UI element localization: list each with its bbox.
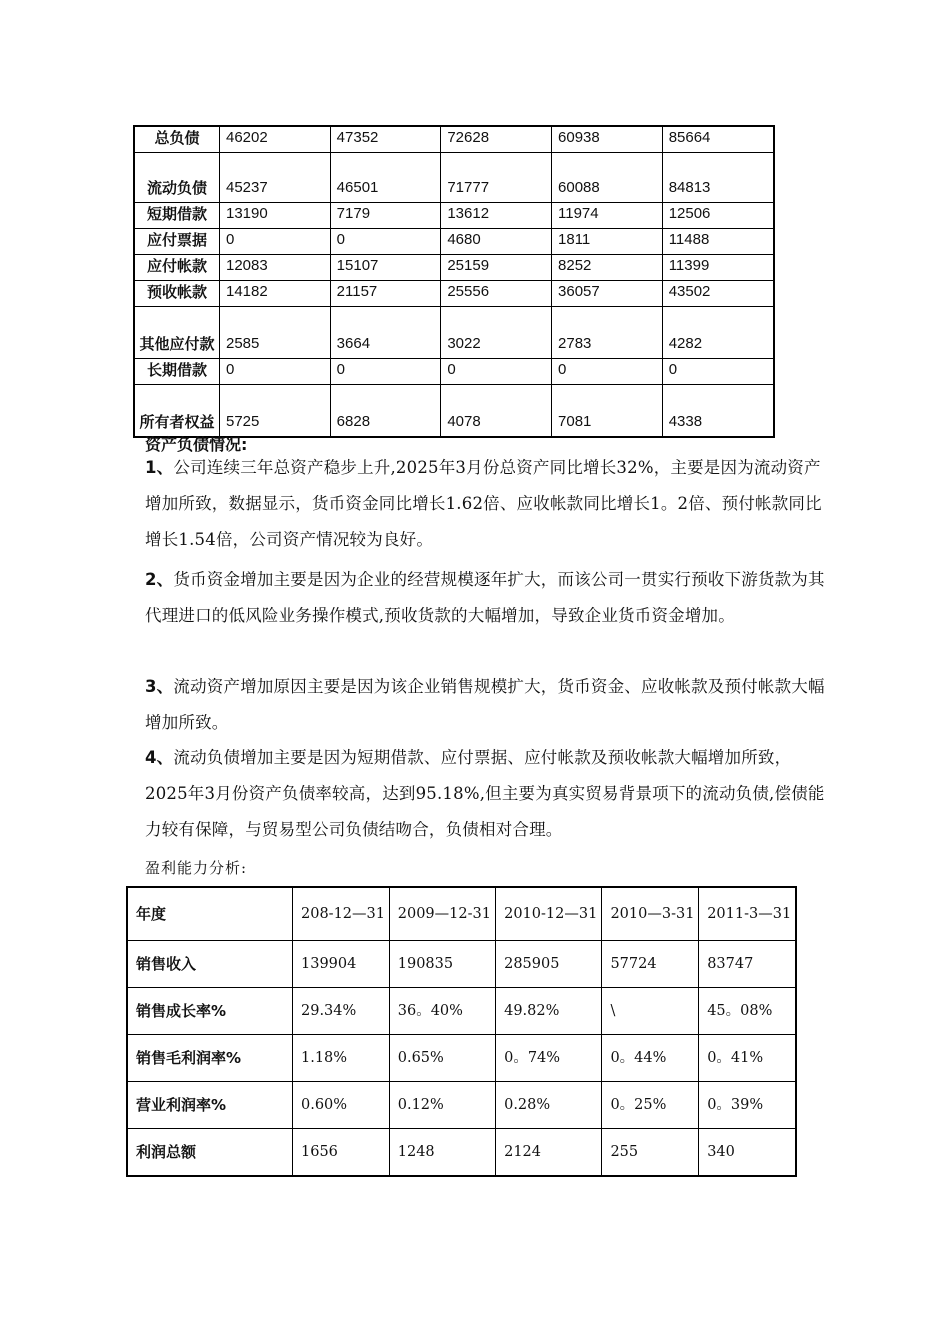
table-row (134, 153, 774, 203)
value-cell: 45237 (220, 153, 331, 203)
value-cell: 21157 (330, 281, 441, 307)
table-row (134, 255, 774, 281)
row-label-cell: 流动负债 (134, 153, 220, 203)
paragraph-3 (145, 669, 825, 741)
value-cell: 0.65% (389, 1035, 495, 1082)
value-cell: 11488 (662, 229, 774, 255)
value-cell: 13190 (220, 203, 331, 229)
value-cell: 83747 (699, 941, 796, 988)
table-row (134, 229, 774, 255)
value-cell: 0。44% (602, 1035, 699, 1082)
header-cell: 2010—3-31 (602, 887, 699, 941)
value-cell: 13612 (441, 203, 552, 229)
profit-table-header-row (127, 887, 796, 941)
liabilities-table-body (134, 126, 774, 437)
value-cell: 4338 (662, 385, 774, 437)
value-cell: 0。25% (602, 1082, 699, 1129)
value-cell: 3022 (441, 307, 552, 359)
value-cell: 46501 (330, 153, 441, 203)
value-cell: 0。41% (699, 1035, 796, 1082)
value-cell: 7081 (552, 385, 663, 437)
value-cell: 36。40% (389, 988, 495, 1035)
header-cell: 2010-12—31 (496, 887, 602, 941)
table-row (127, 1035, 796, 1082)
value-cell: 0.60% (293, 1082, 390, 1129)
value-cell: 1248 (389, 1129, 495, 1177)
paragraph-number: 4、 (145, 748, 174, 767)
table-row (134, 126, 774, 153)
value-cell: 7179 (330, 203, 441, 229)
value-cell: 2783 (552, 307, 663, 359)
value-cell: 72628 (441, 126, 552, 153)
header-cell: 2009—12-31 (389, 887, 495, 941)
paragraph-text: 公司连续三年总资产稳步上升,2025年3月份总资产同比增长32%，主要是因为流动资产增加所致，数据显示，货币资金同比增长1.62倍、应收帐款同比增长1。2倍、预付帐款同比增长1.54倍，公司资产情况较为良好。 (145, 458, 822, 549)
row-label-cell: 应付票据 (134, 229, 220, 255)
value-cell: 29.34% (293, 988, 390, 1035)
value-cell: 3664 (330, 307, 441, 359)
value-cell: 2124 (496, 1129, 602, 1177)
profit-section-title: 盈利能力分析: (145, 859, 248, 877)
value-cell: 0 (330, 229, 441, 255)
value-cell: 1.18% (293, 1035, 390, 1082)
header-cell: 2011-3—31 (699, 887, 796, 941)
profit-table-body (127, 887, 796, 1176)
row-label-cell: 长期借款 (134, 359, 220, 385)
value-cell: 6828 (330, 385, 441, 437)
value-cell: 11399 (662, 255, 774, 281)
liabilities-table (133, 125, 775, 438)
value-cell: 190835 (389, 941, 495, 988)
value-cell: 43502 (662, 281, 774, 307)
paragraph-text: 货币资金增加主要是因为企业的经营规模逐年扩大，而该公司一贯实行预收下游货款为其代理进口的低风险业务操作模式,预收货款的大幅增加，导致企业货币资金增加。 (145, 570, 825, 625)
paragraph-number: 3、 (145, 677, 174, 696)
value-cell: 15107 (330, 255, 441, 281)
value-cell: 0。74% (496, 1035, 602, 1082)
value-cell: 0。39% (699, 1082, 796, 1129)
table-row (134, 203, 774, 229)
table-row (134, 281, 774, 307)
value-cell: 1656 (293, 1129, 390, 1177)
value-cell: 0 (662, 359, 774, 385)
value-cell: 60938 (552, 126, 663, 153)
table-row (127, 1129, 796, 1177)
header-label-cell: 年度 (127, 887, 293, 941)
value-cell: 0 (220, 229, 331, 255)
paragraph-text: 流动资产增加原因主要是因为该企业销售规模扩大，货币资金、应收帐款及预付帐款大幅增加所致。 (145, 677, 825, 732)
value-cell: 12506 (662, 203, 774, 229)
value-cell: 47352 (330, 126, 441, 153)
table-row (134, 307, 774, 359)
value-cell: 25556 (441, 281, 552, 307)
value-cell: 8252 (552, 255, 663, 281)
row-label-cell: 销售毛利润率% (127, 1035, 293, 1082)
table-row (127, 1082, 796, 1129)
paragraph-text: 流动负债增加主要是因为短期借款、应付票据、应付帐款及预收帐款大幅增加所致， 2025年3月份资产负债率较高，达到95.18%,但主要为真实贸易背景项下的流动负债,偿债能力较有保障，与贸易型公司负债结吻合，负债相对合理。 (145, 748, 825, 839)
value-cell: 0 (220, 359, 331, 385)
paragraph-1 (145, 450, 825, 558)
value-cell: 0 (441, 359, 552, 385)
value-cell: 45。08% (699, 988, 796, 1035)
value-cell: 5725 (220, 385, 331, 437)
paragraph-number: 1、 (145, 458, 174, 477)
profit-table (126, 886, 797, 1177)
value-cell: 25159 (441, 255, 552, 281)
value-cell: 11974 (552, 203, 663, 229)
table-row (127, 988, 796, 1035)
value-cell: 57724 (602, 941, 699, 988)
value-cell: 85664 (662, 126, 774, 153)
row-label-cell: 短期借款 (134, 203, 220, 229)
row-label-cell: 营业利润率% (127, 1082, 293, 1129)
table-row (134, 385, 774, 437)
value-cell: 12083 (220, 255, 331, 281)
value-cell: 340 (699, 1129, 796, 1177)
row-label-cell: 应付帐款 (134, 255, 220, 281)
value-cell: 36057 (552, 281, 663, 307)
row-label-cell: 总负债 (134, 126, 220, 153)
value-cell: 0 (330, 359, 441, 385)
value-cell: 0.12% (389, 1082, 495, 1129)
value-cell: 14182 (220, 281, 331, 307)
table-row (127, 941, 796, 988)
value-cell: 60088 (552, 153, 663, 203)
paragraph-2 (145, 562, 825, 634)
value-cell: 4282 (662, 307, 774, 359)
value-cell: \ (602, 988, 699, 1035)
row-label-cell: 预收帐款 (134, 281, 220, 307)
value-cell: 0.28% (496, 1082, 602, 1129)
value-cell: 285905 (496, 941, 602, 988)
value-cell: 4680 (441, 229, 552, 255)
value-cell: 139904 (293, 941, 390, 988)
header-cell: 208-12—31 (293, 887, 390, 941)
paragraph-4 (145, 740, 835, 848)
value-cell: 2585 (220, 307, 331, 359)
value-cell: 0 (552, 359, 663, 385)
row-label-cell: 利润总额 (127, 1129, 293, 1177)
row-label-cell: 销售收入 (127, 941, 293, 988)
row-label-cell: 销售成长率% (127, 988, 293, 1035)
value-cell: 255 (602, 1129, 699, 1177)
value-cell: 84813 (662, 153, 774, 203)
section-title: 资产负债情况: (145, 435, 248, 454)
value-cell: 71777 (441, 153, 552, 203)
row-label-cell: 所有者权益 (134, 385, 220, 437)
paragraph-number: 2、 (145, 570, 174, 589)
value-cell: 46202 (220, 126, 331, 153)
value-cell: 49.82% (496, 988, 602, 1035)
value-cell: 4078 (441, 385, 552, 437)
row-label-cell: 其他应付款 (134, 307, 220, 359)
value-cell: 1811 (552, 229, 663, 255)
table-row (134, 359, 774, 385)
